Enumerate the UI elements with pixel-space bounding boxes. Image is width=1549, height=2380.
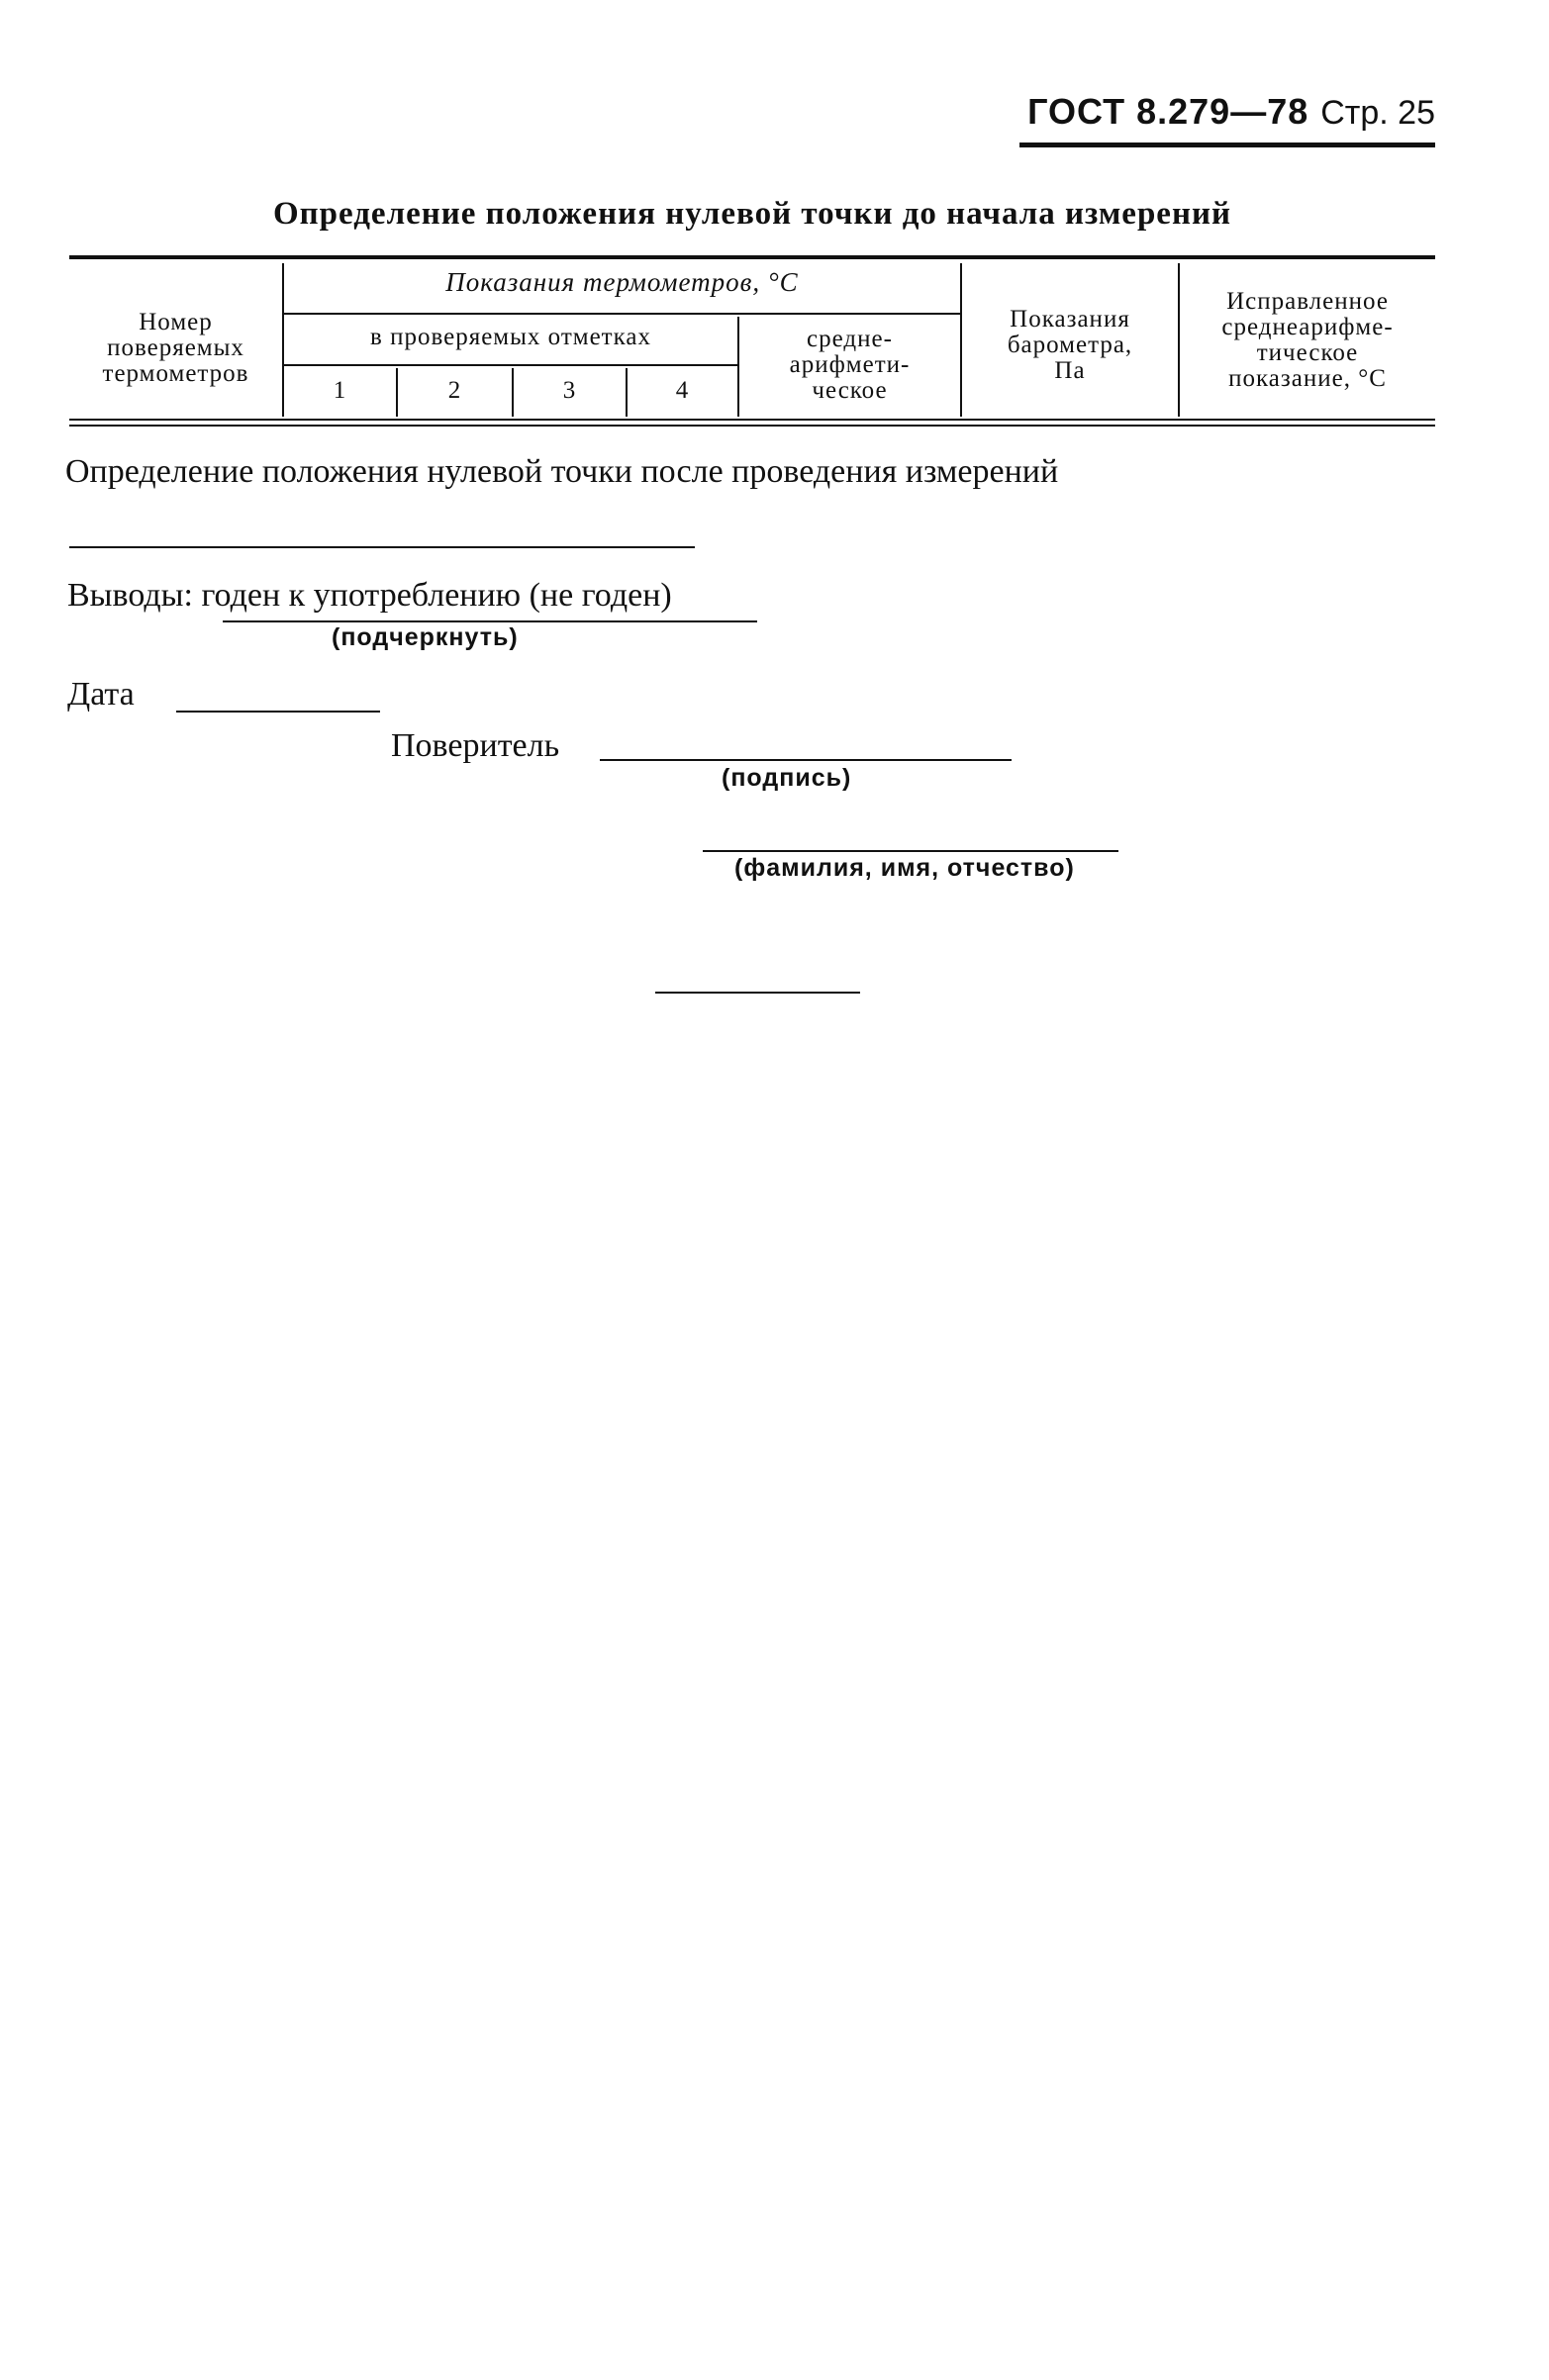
header-arithmetic-mean — [739, 327, 960, 404]
table-top-rule — [69, 255, 1435, 259]
header-mark-3: 3 — [562, 377, 577, 404]
header-line: Показания — [1010, 306, 1130, 333]
header-checked-marks: в проверяемых отметках — [370, 324, 651, 350]
closing-rule — [655, 992, 860, 994]
standard-number: ГОСТ 8.279—78 — [1027, 91, 1309, 132]
header-line: Исправленное — [1226, 288, 1389, 315]
header-line: термометров — [102, 360, 249, 387]
date-blank — [176, 711, 380, 713]
after-measurements-heading: Определение положения нулевой точки после проведения измерений — [65, 453, 1059, 490]
verifier-label: Поверитель — [391, 727, 560, 764]
header-mark-1: 1 — [333, 377, 347, 404]
table-bottom-rule — [69, 419, 1435, 421]
conclusions-underline — [223, 620, 757, 622]
header-mark-4: 4 — [675, 377, 690, 404]
after-measurements-blank — [69, 546, 695, 548]
header-line: арифмети- — [789, 351, 911, 378]
page-number: Стр. 25 — [1320, 94, 1435, 132]
header-line: Па — [1054, 357, 1086, 384]
header-line: показание, °С — [1228, 365, 1387, 392]
header-line: поверяемых — [107, 334, 244, 361]
header-line: ческое — [812, 377, 888, 404]
header-thermometer-number — [69, 310, 282, 387]
date-label: Дата — [67, 676, 135, 713]
header-line: среднеарифме- — [1221, 314, 1394, 340]
header-barometer-readings — [962, 307, 1178, 384]
page-header — [1027, 91, 1435, 133]
group-header-rule — [284, 313, 960, 315]
header-line: Номер — [139, 309, 213, 335]
header-line: барометра, — [1007, 332, 1133, 358]
header-rule — [1019, 143, 1435, 147]
name-caption: (фамилия, имя, отчество) — [734, 854, 1075, 882]
signature-blank — [600, 759, 1012, 761]
conclusions-caption: (подчеркнуть) — [332, 623, 519, 651]
conclusions-text: Выводы: годен к употреблению (не годен) — [67, 577, 672, 614]
header-line: средне- — [807, 326, 893, 352]
header-line: тическое — [1256, 339, 1359, 366]
subgroup-header-rule — [284, 364, 737, 366]
signature-caption: (подпись) — [722, 764, 852, 792]
header-thermometer-readings: Показания термометров, °С — [445, 267, 799, 297]
table-bottom-rule-double — [69, 425, 1435, 427]
zero-point-table — [69, 255, 1435, 428]
name-blank — [703, 850, 1118, 852]
header-corrected-reading — [1180, 289, 1435, 392]
header-mark-2: 2 — [447, 377, 462, 404]
section-title: Определение положения нулевой точки до начала измерений — [272, 196, 1231, 232]
